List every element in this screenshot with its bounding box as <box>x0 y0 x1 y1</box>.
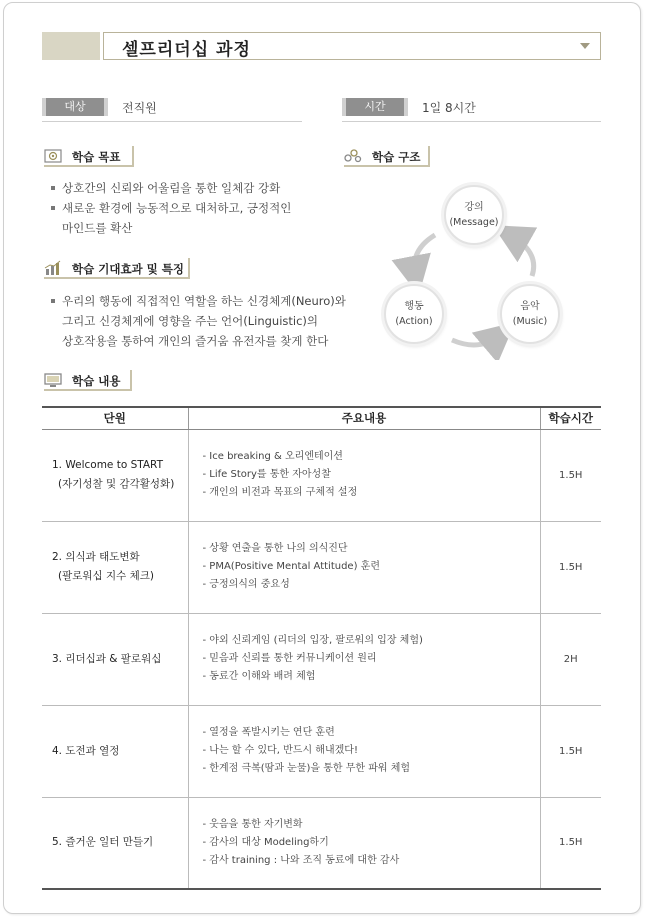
content-title: 학습 내용 <box>72 374 121 388</box>
column-header-hours: 학습시간 <box>540 407 601 429</box>
table-row <box>42 797 601 889</box>
unit-title: 2. 의식과 태도변화 <box>52 551 140 563</box>
list-item: 새로운 환경에 능동적으로 대처하고, 긍정적인 <box>50 198 320 218</box>
column-header-unit: 단원 <box>42 407 188 429</box>
effects-header <box>44 258 194 280</box>
content-item: - 긍정의식의 중요성 <box>202 579 290 590</box>
content-item: - 야외 신뢰게임 (리더의 입장, 팔로워의 입장 체험) <box>202 635 423 646</box>
table-row <box>42 705 601 797</box>
column-header-content: 주요내용 <box>188 407 540 429</box>
target-label: 대상 <box>46 98 104 116</box>
content-item: - 개인의 비전과 목표의 구체적 설정 <box>202 487 358 498</box>
content-cell <box>188 613 540 705</box>
title-bar <box>103 32 601 60</box>
target-info <box>42 98 302 120</box>
content-item: - 상황 연출을 통한 나의 의식진단 <box>202 543 348 554</box>
node-label: 음악 <box>520 301 540 312</box>
node-label: 강의 <box>464 202 484 213</box>
unit-subtitle: (자기성찰 및 감각활성화) <box>58 478 175 490</box>
list-item-continued: 그리고 신경체계에 영향을 주는 언어(Linguistic)의 <box>62 314 319 328</box>
divider <box>42 121 302 122</box>
goals-list <box>50 178 320 238</box>
content-cell <box>188 705 540 797</box>
effects-title: 학습 기대효과 및 특징 <box>72 262 184 276</box>
unit-title: 3. 리더십과 & 팔로워십 <box>52 652 162 665</box>
unit-subtitle: (팔로워십 지수 체크) <box>58 570 155 582</box>
unit-cell <box>42 797 188 889</box>
content-item: - Life Story를 통한 자아성찰 <box>202 469 331 480</box>
content-item: - 동료간 이해와 배려 체험 <box>202 671 316 682</box>
monitor-icon <box>44 372 62 388</box>
bar-chart-icon <box>44 260 62 276</box>
arrow-bottom <box>452 335 500 345</box>
hours-cell: 1.5H <box>540 429 601 521</box>
link-icon <box>344 148 362 164</box>
structure-title: 학습 구조 <box>372 150 421 164</box>
hours-cell: 1.5H <box>540 521 601 613</box>
table-row <box>42 521 601 613</box>
content-cell <box>188 797 540 889</box>
content-item: - 한계점 극복(땀과 눈물)을 통한 무한 파워 체험 <box>202 763 411 774</box>
node-sub: (Music) <box>512 316 548 327</box>
content-item: - PMA(Positive Mental Attitude) 훈련 <box>202 561 380 572</box>
content-item: - 웃음을 통한 자기변화 <box>202 818 303 830</box>
list-item: 우리의 행동에 직접적인 역할을 하는 신경체계(Neuro)와 <box>50 291 350 311</box>
node-music <box>500 284 560 344</box>
divider <box>342 121 601 122</box>
hours-cell: 2H <box>540 613 601 705</box>
hours-cell: 1.5H <box>540 797 601 889</box>
list-item-continued: 상호작용을 통하여 개인의 즐거움 유전자를 찾게 한다 <box>62 334 329 348</box>
list-item-continued: 마인드를 확산 <box>62 221 133 235</box>
effects-list <box>50 291 350 351</box>
goals-header <box>44 146 136 168</box>
arrow-left <box>414 235 435 276</box>
title-accent <box>42 32 100 60</box>
unit-cell <box>42 613 188 705</box>
content-item: - 믿음과 신뢰를 통한 커뮤니케이션 원리 <box>202 653 377 664</box>
arrow-right <box>510 235 534 276</box>
content-item: - 열정을 폭발시키는 연단 훈련 <box>202 727 335 738</box>
node-sub: (Message) <box>449 217 499 228</box>
content-item: - 감사 training : 나와 조직 동료에 대한 감사 <box>202 854 400 866</box>
structure-header <box>344 146 432 168</box>
content-item: - 감사의 대상 Modeling하기 <box>202 836 329 848</box>
unit-title: 4. 도전과 열정 <box>52 744 120 757</box>
content-header <box>44 370 134 392</box>
content-cell <box>188 429 540 521</box>
table-row <box>42 613 601 705</box>
goals-title: 학습 목표 <box>72 150 121 164</box>
node-message <box>444 185 504 245</box>
unit-cell <box>42 521 188 613</box>
unit-title: 5. 즐거운 일터 만들기 <box>52 836 154 849</box>
dropdown-arrow-icon[interactable] <box>580 43 590 49</box>
time-value: 1일 8시간 <box>422 101 476 115</box>
page-title: 셀프리더십 과정 <box>122 40 251 60</box>
table-row <box>42 429 601 521</box>
list-item: 상호간의 신뢰와 어울림을 통한 일체감 강화 <box>50 178 320 198</box>
node-label: 행동 <box>404 301 424 312</box>
unit-title: 1. Welcome to START <box>52 459 163 471</box>
unit-cell <box>42 705 188 797</box>
time-label: 시간 <box>346 98 404 116</box>
content-item: - 나는 할 수 있다, 반드시 해내겠다! <box>202 745 358 756</box>
node-sub: (Action) <box>395 316 433 327</box>
unit-cell <box>42 429 188 521</box>
target-value: 전직원 <box>122 101 157 115</box>
time-info <box>342 98 601 120</box>
course-table <box>42 406 601 890</box>
table-header-row <box>42 407 601 429</box>
node-action <box>384 284 444 344</box>
hours-cell: 1.5H <box>540 705 601 797</box>
content-item: - Ice breaking & 오리엔테이션 <box>202 451 343 462</box>
content-cell <box>188 521 540 613</box>
target-icon <box>44 148 62 164</box>
